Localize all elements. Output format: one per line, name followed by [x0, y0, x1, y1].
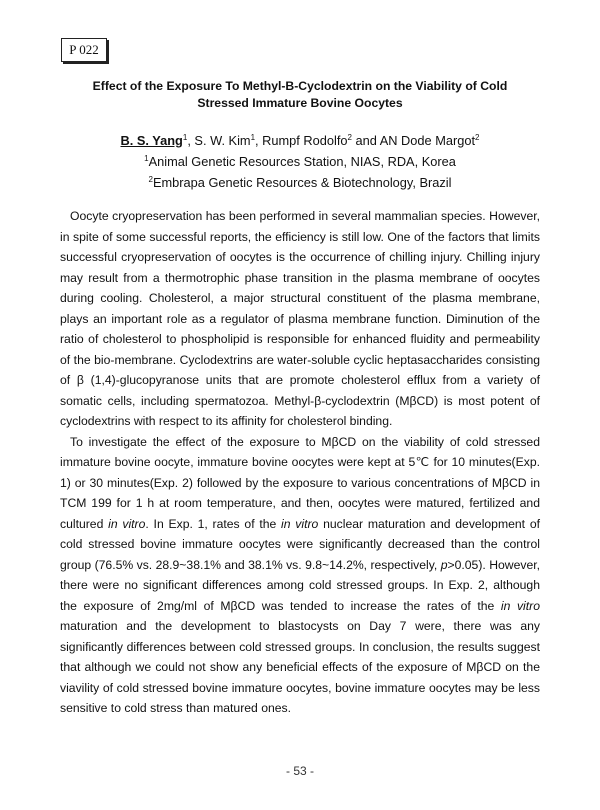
author-sup: 2	[347, 133, 352, 142]
affiliation-text: Animal Genetic Resources Station, NIAS, RDA, Korea	[148, 154, 456, 169]
title-line-2: Stressed Immature Bovine Oocytes	[197, 96, 403, 110]
affiliation-2	[60, 172, 540, 193]
author-sup: 2	[475, 133, 480, 142]
affiliation-text: Embrapa Genetic Resources & Biotechnology, Brazil	[152, 175, 452, 190]
paper-title	[60, 78, 540, 112]
author-name: , S. W. Kim	[187, 133, 251, 148]
presenting-author: B. S. Yang	[120, 133, 183, 148]
author-sup: 1	[182, 133, 188, 142]
italic-term: in vitro	[500, 598, 540, 613]
abstract-code-box: P 022	[61, 38, 107, 62]
text-run: To investigate the effect of the exposure to MβCD on the viability of cold stressed immature bovine oocyte, immature bovine oocytes were kept at 5℃ for 10 minutes(Exp. 1) or 30 minutes(Exp. 2) followed by the exposure to various concentrations of MβCD in TCM 199 for 1 h at room temperature, and then, oocytes were matured, fertilized and cultured	[60, 434, 540, 531]
paragraph-2	[60, 432, 540, 719]
italic-term: in vitro	[281, 516, 319, 531]
paragraph-1: Oocyte cryopreservation has been performed in several mammalian species. However, in spite of some successful reports, the efficiency is still low. One of the factors that limits successful cryopreservation of oocytes is the occurrence of chilling injury. Chilling injury may result from a thermotrophic phase transition in the plasma membrane of oocytes during cooling. Cholesterol, a major structural constituent of the plasma membrane, plays an important role as a regulator of plasma membrane function. Diminution of the ratio of cholesterol to phospholipid is responsible for enhanced fluidity and permeability of the bio-membrane. Cyclodextrins are water-soluble cyclic heptasaccharides consisting of β (1,4)-glucopyranose units that are promote cholesterol efflux from a variety of somatic cells, including spermatozoa. Methyl-β-cyclodextrin (MβCD) is most potent of cyclodextrins with respect to its affinity for cholesterol binding.	[60, 209, 540, 428]
italic-term: in vitro	[108, 516, 146, 531]
title-line-1: Effect of the Exposure To Methyl-B-Cyclodextrin on the Viability of Cold	[92, 79, 508, 93]
author-list	[60, 130, 540, 151]
affiliation-1	[60, 151, 540, 172]
text-run: maturation and the development to blastocysts on Day 7 were, there was any significantly differences between cold stressed groups. In conclusion, the results suggest that although we could not show any beneficial effects of the exposure of MβCD on the viavility of cold stressed bovine immature oocytes, bovine immature oocytes may be less sensitive to cold stress than matured ones.	[60, 619, 540, 715]
author-block	[60, 130, 540, 193]
author-name: , Rumpf Rodolfo	[255, 133, 348, 148]
page-number: - 53 -	[285, 764, 314, 778]
author-name: and AN Dode Margot	[351, 133, 476, 148]
text-run: >0.05). However, there were no significant differences among cold stressed groups. In Exp. 2, although the exposure of 2mg/ml of MβCD was tended to increase the rates of the	[60, 557, 540, 613]
affiliation-sup: 1	[144, 154, 149, 163]
affiliation-sup: 2	[148, 175, 153, 184]
text-run: nuclear maturation and development of cold stressed bovine immature oocytes were significantly decreased than the control group (76.5% vs. 28.9~38.1% and 38.1% vs. 9.8~14.2%, respectively,	[60, 516, 540, 572]
abstract-body	[60, 206, 540, 719]
text-run: . In Exp. 1, rates of the	[145, 516, 282, 531]
italic-term: p	[440, 557, 448, 572]
author-sup: 1	[250, 133, 256, 142]
